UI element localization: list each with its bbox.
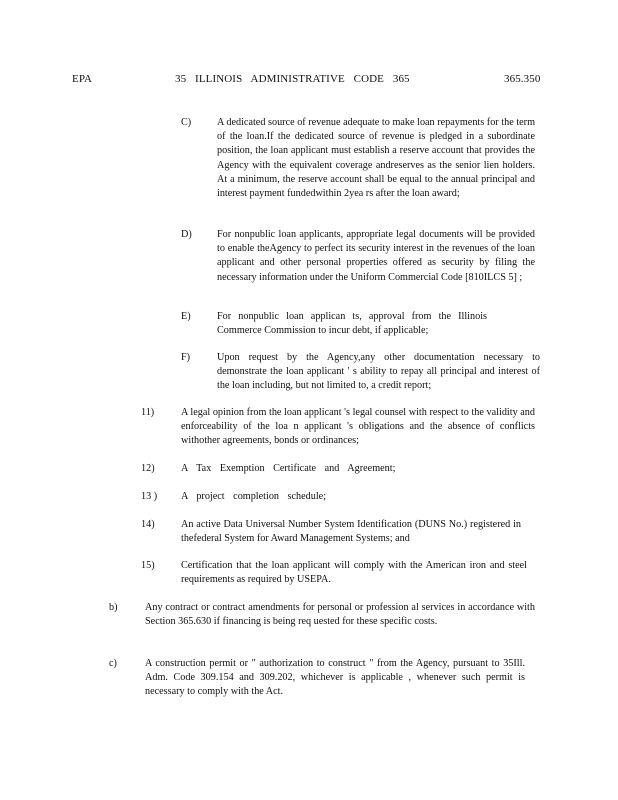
item-text: Certification that the loan applicant will comply with the American iron and steel requirements as required by USEPA. (181, 560, 527, 586)
header-agency: EPA (72, 73, 93, 85)
item-label: 12) (141, 463, 155, 474)
item-label: b) (109, 602, 118, 613)
item-label: C) (181, 117, 192, 128)
item-text: A construction permit or " authorization to construct " from the Agency, pursuant to 35Ill. Adm. Code 309.154 and 309.202, whichever is applicable , whenever such permit is necessary to comply with the Act. (145, 658, 525, 698)
item-label: c) (109, 658, 117, 669)
item-text: For nonpublic loan applican ts, approval from the Illinois Commerce Commission to incur debt, if applicable; (217, 311, 487, 337)
header-code-title: 35 ILLINOIS ADMINISTRATIVE CODE 365 (175, 73, 410, 85)
item-text: A project completion schedule; (181, 491, 327, 502)
item-text: For nonpublic loan applicants, appropriate legal documents will be provided to enable theAgency to perfect its security interest in the revenues of the loan applicant and other personal properties offered as security by filing the necessary information under the Uniform Commercial Code [810ILCS 5] ; (217, 229, 535, 283)
item-text: A dedicated source of revenue adequate to make loan repayments for the term of the loan.If the dedicated source of revenue is pledged in a subordinate position, the loan applicant must establish a reserve account that provides the Agency with the equivalent coverage andreserves as the senior lien holders. At a minimum, the reserve account shall be equal to the annual principal and interest payment fundedwithin 2yea rs after the loan award; (217, 117, 535, 200)
item-label: 15) (141, 560, 155, 571)
item-label: 11) (141, 407, 155, 418)
item-text: A Tax Exemption Certificate and Agreement; (181, 463, 396, 474)
item-text: An active Data Universal Number System Identification (DUNS No.) registered in thefederal System for Award Management Systems; and (181, 519, 521, 545)
item-label: F) (181, 352, 191, 363)
item-label: 14) (141, 519, 155, 530)
item-text: Upon request by the Agency,any other documentation necessary to demonstrate the loan applicant ' s ability to repay all principal and interest of the loan including, but not limited to, a credit report; (217, 352, 540, 392)
item-label: D) (181, 229, 192, 240)
item-text: A legal opinion from the loan applicant 's legal counsel with respect to the validity and enforceability of the loa n applicant 's obligations and the absence of conflicts withother agreements, bonds or ordinances; (181, 407, 535, 447)
item-text: Any contract or contract amendments for personal or profession al services in accordance with Section 365.630 if financing is being req uested for these specific costs. (145, 602, 535, 628)
item-label: 13 ) (141, 491, 158, 502)
header-section-number: 365.350 (504, 73, 541, 85)
item-label: E) (181, 311, 191, 322)
